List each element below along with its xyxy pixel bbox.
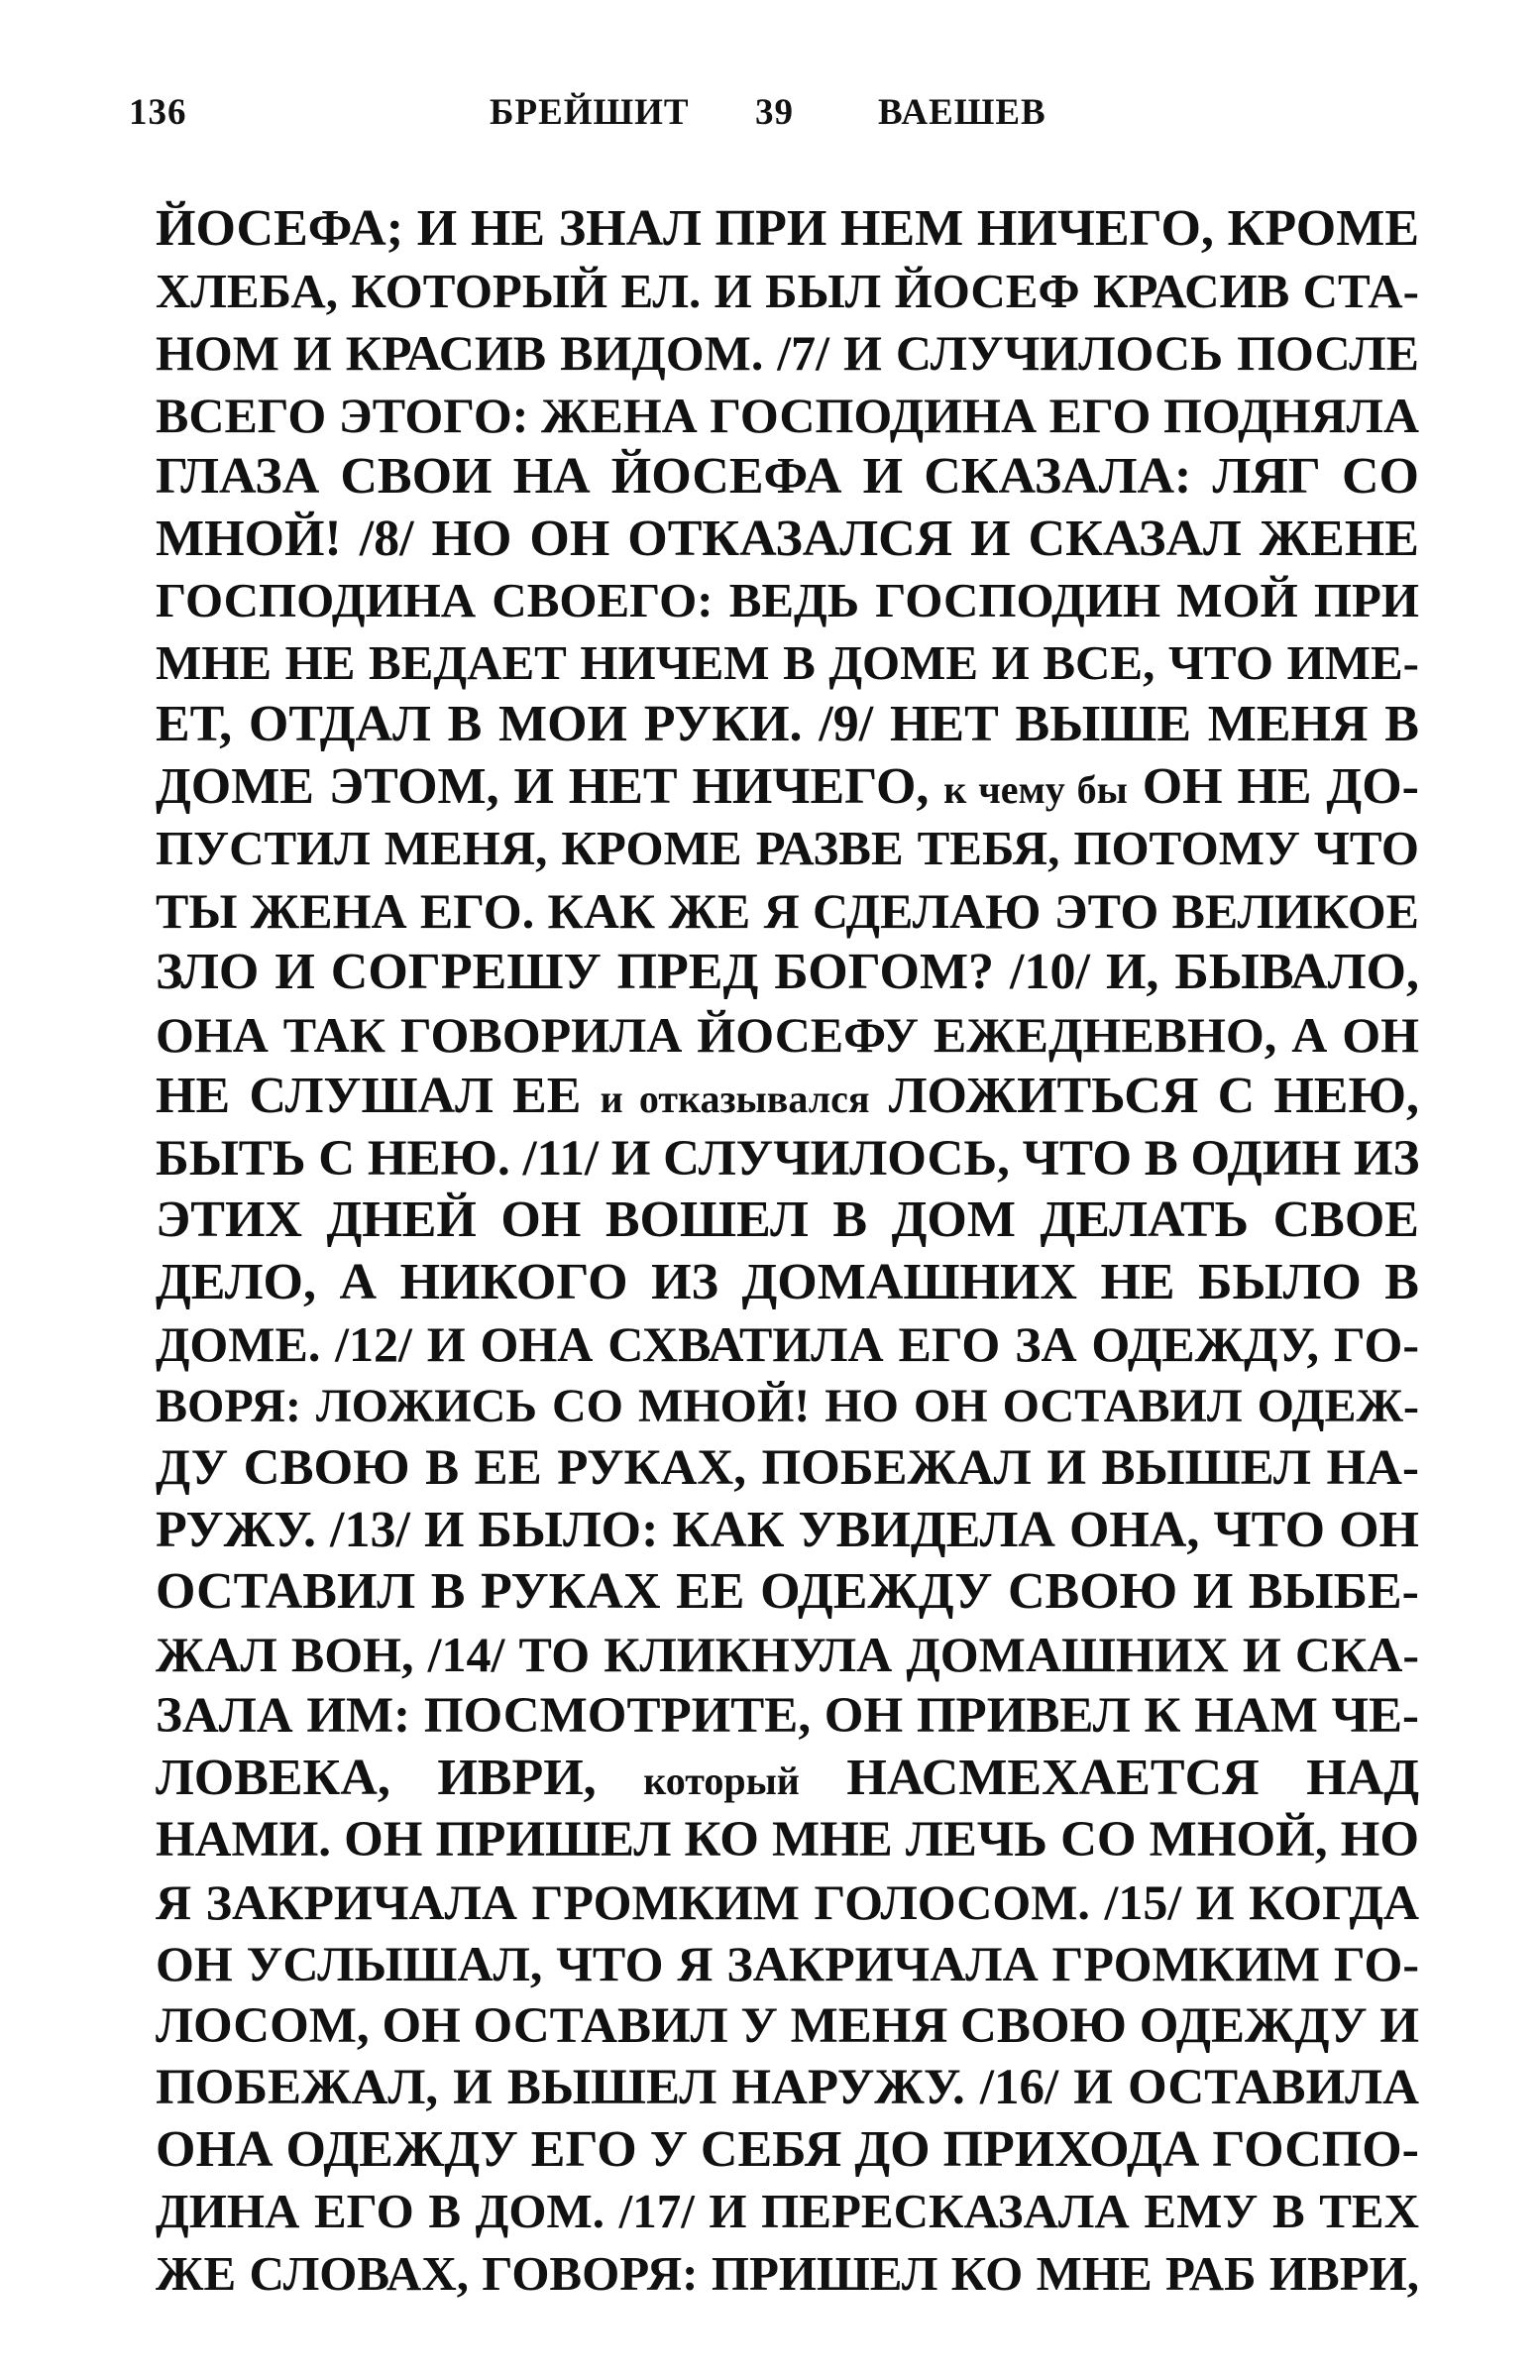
text-line: ТЫ ЖЕНА ЕГО. КАК ЖЕ Я СДЕЛАЮ ЭТО ВЕЛИКОЕ	[156, 882, 1419, 939]
text-line	[156, 1066, 1419, 1128]
text-line: НОМ И КРАСИВ ВИДОМ. /7/ И СЛУЧИЛОСЬ ПОСЛЕ	[156, 325, 1419, 381]
text-segment: ДОМЕ ЭТОМ, И НЕТ НИЧЕГО,	[156, 757, 944, 815]
text-line	[156, 1748, 1419, 1810]
text-line: ЗАЛА ИМ: ПОСМОТРИТЕ, ОН ПРИВЕЛ К НАМ ЧЕ-	[156, 1688, 1419, 1744]
text-line: ХЛЕБА, КОТОРЫЙ ЕЛ. И БЫЛ ЙОСЕФ КРАСИВ СТА-	[156, 263, 1419, 318]
parasha-title: ВАЕШЕВ	[878, 92, 1046, 133]
text-line: БЫТЬ С НЕЮ. /11/ И СЛУЧИЛОСЬ, ЧТО В ОДИН ИЗ	[156, 1130, 1419, 1187]
running-head	[129, 91, 1417, 151]
text-line: ПОБЕЖАЛ, И ВЫШЕЛ НАРУЖУ. /16/ И ОСТАВИЛА	[156, 2060, 1419, 2115]
inserted-word: к чему бы	[943, 766, 1128, 812]
text-segment: ЛОВЕКА, ИВРИ,	[156, 1749, 644, 1806]
page-number: 136	[129, 92, 187, 133]
text-line: ДЕЛО, А НИКОГО ИЗ ДОМАШНИХ НЕ БЫЛО В	[156, 1253, 1419, 1310]
chapter-number: 39	[755, 92, 794, 133]
text-line: ЛОСОМ, ОН ОСТАВИЛ У МЕНЯ СВОЮ ОДЕЖДУ И	[156, 1997, 1419, 2054]
text-line: ОНА ТАК ГОВОРИЛА ЙОСЕФУ ЕЖЕДНЕВНО, А ОН	[156, 1006, 1419, 1063]
book-title: БРЕЙШИТ	[490, 92, 690, 133]
text-line: ВСЕГО ЭТОГО: ЖЕНА ГОСПОДИНА ЕГО ПОДНЯЛА	[156, 387, 1419, 443]
text-line: ГОСПОДИНА СВОЕГО: ВЕДЬ ГОСПОДИН МОЙ ПРИ	[156, 573, 1419, 627]
text-line: ОНА ОДЕЖДУ ЕГО У СЕБЯ ДО ПРИХОДА ГОСПО-	[156, 2120, 1419, 2178]
text-segment: ЛОЖИТЬСЯ С НЕЮ,	[869, 1068, 1419, 1124]
text-line: ОН УСЛЫШАЛ, ЧТО Я ЗАКРИЧАЛА ГРОМКИМ ГО-	[156, 1936, 1419, 1991]
text-line: ОСТАВИЛ В РУКАХ ЕЕ ОДЕЖДУ СВОЮ И ВЫБЕ-	[156, 1563, 1419, 1620]
text-line: ДИНА ЕГО В ДОМ. /17/ И ПЕРЕСКАЗАЛА ЕМУ В ТЕХ	[156, 2184, 1419, 2238]
text-line: ЭТИХ ДНЕЙ ОН ВОШЕЛ В ДОМ ДЕЛАТЬ СВОЕ	[156, 1191, 1419, 1248]
text-line: ЖЕ СЛОВАХ, ГОВОРЯ: ПРИШЕЛ КО МНЕ РАБ ИВРИ,	[156, 2245, 1419, 2301]
text-line	[156, 756, 1419, 819]
text-line: ВОРЯ: ЛОЖИСЬ СО МНОЙ! НО ОН ОСТАВИЛ ОДЕЖ-	[156, 1379, 1419, 1432]
text-line: ПУСТИЛ МЕНЯ, КРОМЕ РАЗВЕ ТЕБЯ, ПОТОМУ ЧТО	[156, 821, 1419, 875]
text-line: МНОЙ! /8/ НО ОН ОТКАЗАЛСЯ И СКАЗАЛ ЖЕНЕ	[156, 510, 1419, 567]
text-line: ЙОСЕФА; И НЕ ЗНАЛ ПРИ НЕМ НИЧЕГО, КРОМЕ	[156, 200, 1419, 257]
text-line: ЗЛО И СОГРЕШУ ПРЕД БОГОМ? /10/ И, БЫВАЛО,	[156, 944, 1419, 1000]
text-line: ДУ СВОЮ В ЕЕ РУКАХ, ПОБЕЖАЛ И ВЫШЕЛ НА-	[156, 1440, 1419, 1496]
inserted-word: и отказывался	[600, 1077, 870, 1121]
body-text	[156, 198, 1419, 2305]
text-line: ДОМЕ. /12/ И ОНА СХВАТИЛА ЕГО ЗА ОДЕЖДУ, ГО-	[156, 1316, 1419, 1372]
text-line: Я ЗАКРИЧАЛА ГРОМКИМ ГОЛОСОМ. /15/ И КОГДА	[156, 1873, 1419, 1930]
inserted-word: который	[643, 1757, 800, 1803]
text-line: МНЕ НЕ ВЕДАЕТ НИЧЕМ В ДОМЕ И ВСЕ, ЧТО ИМЕ-	[156, 634, 1419, 690]
text-segment: ОН НЕ ДО-	[1127, 757, 1419, 815]
text-segment: НЕ СЛУШАЛ ЕЕ	[156, 1068, 601, 1124]
text-line: ГЛАЗА СВОИ НА ЙОСЕФА И СКАЗАЛА: ЛЯГ СО	[156, 448, 1419, 505]
text-line: ЕТ, ОТДАЛ В МОИ РУКИ. /9/ НЕТ ВЫШЕ МЕНЯ В	[156, 696, 1419, 752]
text-segment: НАСМЕХАЕТСЯ НАД	[799, 1749, 1419, 1806]
text-line: ЖАЛ ВОН, /14/ ТО КЛИКНУЛА ДОМАШНИХ И СКА-	[156, 1626, 1419, 1682]
text-line: НАМИ. ОН ПРИШЕЛ КО МНЕ ЛЕЧЬ СО МНОЙ, НО	[156, 1812, 1419, 1868]
text-line: РУЖУ. /13/ И БЫЛО: КАК УВИДЕЛА ОНА, ЧТО ОН	[156, 1501, 1419, 1558]
